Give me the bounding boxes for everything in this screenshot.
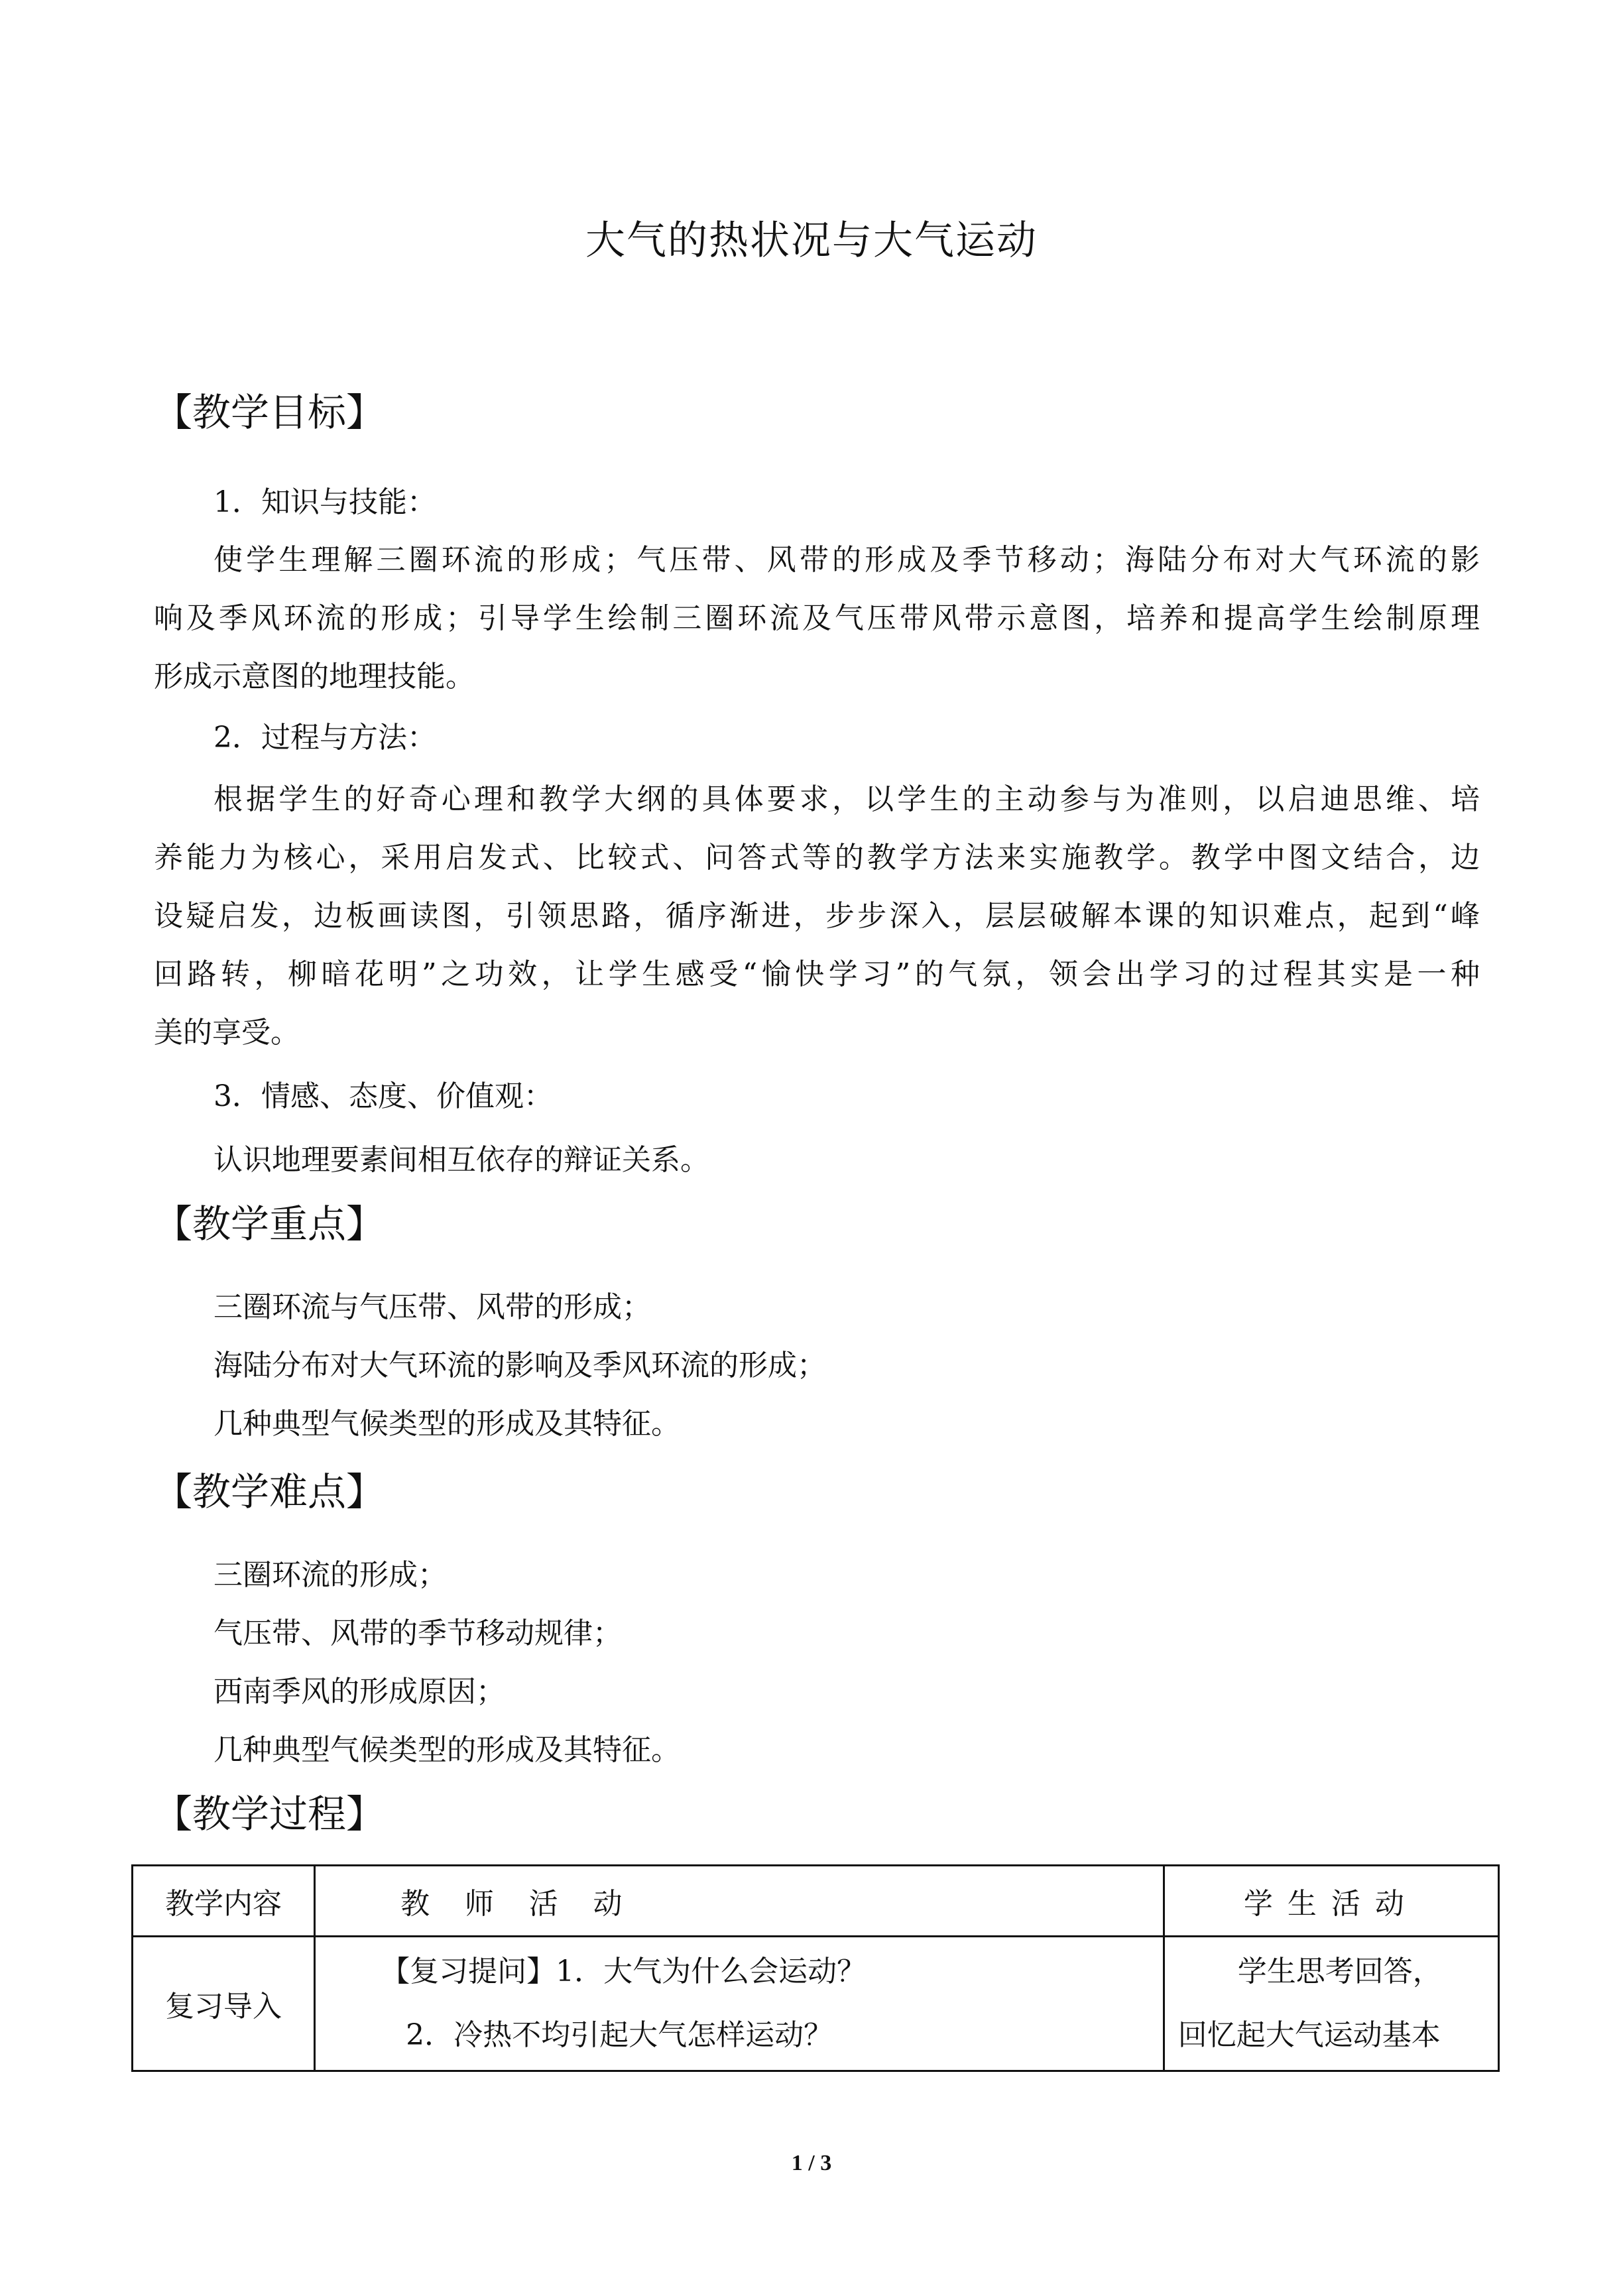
process-table	[131, 1864, 1500, 2072]
header-content: 教学内容	[133, 1866, 315, 1937]
student-line-1: 学生思考回答，	[1237, 1955, 1442, 1988]
objective-1-line-2: 响及季风环流的形成；引导学生绘制三圈环流及气压带风带示意图，培养和提高学生绘制原理	[154, 601, 1480, 635]
table-row	[133, 1937, 1499, 2071]
page-title: 大气的热状况与大气运动	[585, 217, 1038, 264]
difficulties-heading: 【教学难点】	[154, 1469, 385, 1514]
difficulty-2: 气压带、风带的季节移动规律；	[213, 1616, 622, 1650]
header-student: 学生活动	[1164, 1866, 1498, 1937]
row-teacher-activity	[315, 1937, 1164, 2071]
page-number: 1 / 3	[791, 2151, 832, 2175]
objectives-heading: 【教学目标】	[154, 390, 385, 435]
row-content: 复习导入	[133, 1937, 315, 2071]
teacher-line-1: 【复习提问】1．大气为什么会运动？	[381, 1955, 867, 1988]
student-line-2: 回忆起大气运动基本	[1177, 2018, 1441, 2052]
difficulty-4: 几种典型气候类型的形成及其特征。	[213, 1733, 680, 1767]
header-teacher: 教师活动	[315, 1866, 1164, 1937]
difficulty-3: 西南季风的形成原因；	[213, 1675, 505, 1709]
key-point-3: 几种典型气候类型的形成及其特征。	[213, 1407, 680, 1441]
objective-3-text: 认识地理要素间相互依存的辩证关系。	[213, 1143, 709, 1177]
objective-1-label: 1．知识与技能：	[213, 485, 436, 519]
key-points-heading: 【教学重点】	[154, 1201, 385, 1246]
table-header-row	[133, 1866, 1499, 1937]
objective-2-line-1: 根据学生的好奇心理和教学大纲的具体要求，以学生的主动参与为准则，以启迪思维、培	[213, 782, 1480, 816]
key-point-2: 海陆分布对大气环流的影响及季风环流的形成；	[213, 1349, 826, 1382]
objective-2-line-5: 美的享受。	[154, 1016, 300, 1050]
objective-1-line-3: 形成示意图的地理技能。	[154, 660, 475, 694]
key-point-1: 三圈环流与气压带、风带的形成；	[213, 1290, 651, 1324]
objective-2-line-2: 养能力为核心，采用启发式、比较式、问答式等的教学方法来实施教学。教学中图文结合，边	[154, 841, 1480, 875]
objective-2-label: 2．过程与方法：	[213, 721, 436, 755]
objective-2-line-4: 回路转，柳暗花明”之功效，让学生感受“愉快学习”的气氛，领会出学习的过程其实是一种	[154, 957, 1480, 991]
difficulty-1: 三圈环流的形成；	[213, 1558, 447, 1592]
row-student-activity	[1164, 1937, 1498, 2071]
process-heading: 【教学过程】	[154, 1791, 385, 1837]
teacher-line-2: 2．冷热不均引起大气怎样运动？	[406, 2018, 833, 2052]
objective-2-line-3: 设疑启发，边板画读图，引领思路，循序渐进，步步深入，层层破解本课的知识难点，起到“峰	[154, 899, 1480, 933]
objective-1-line-1: 使学生理解三圈环流的形成；气压带、风带的形成及季节移动；海陆分布对大气环流的影	[213, 543, 1480, 577]
objective-3-label: 3．情感、态度、价值观：	[213, 1079, 553, 1113]
